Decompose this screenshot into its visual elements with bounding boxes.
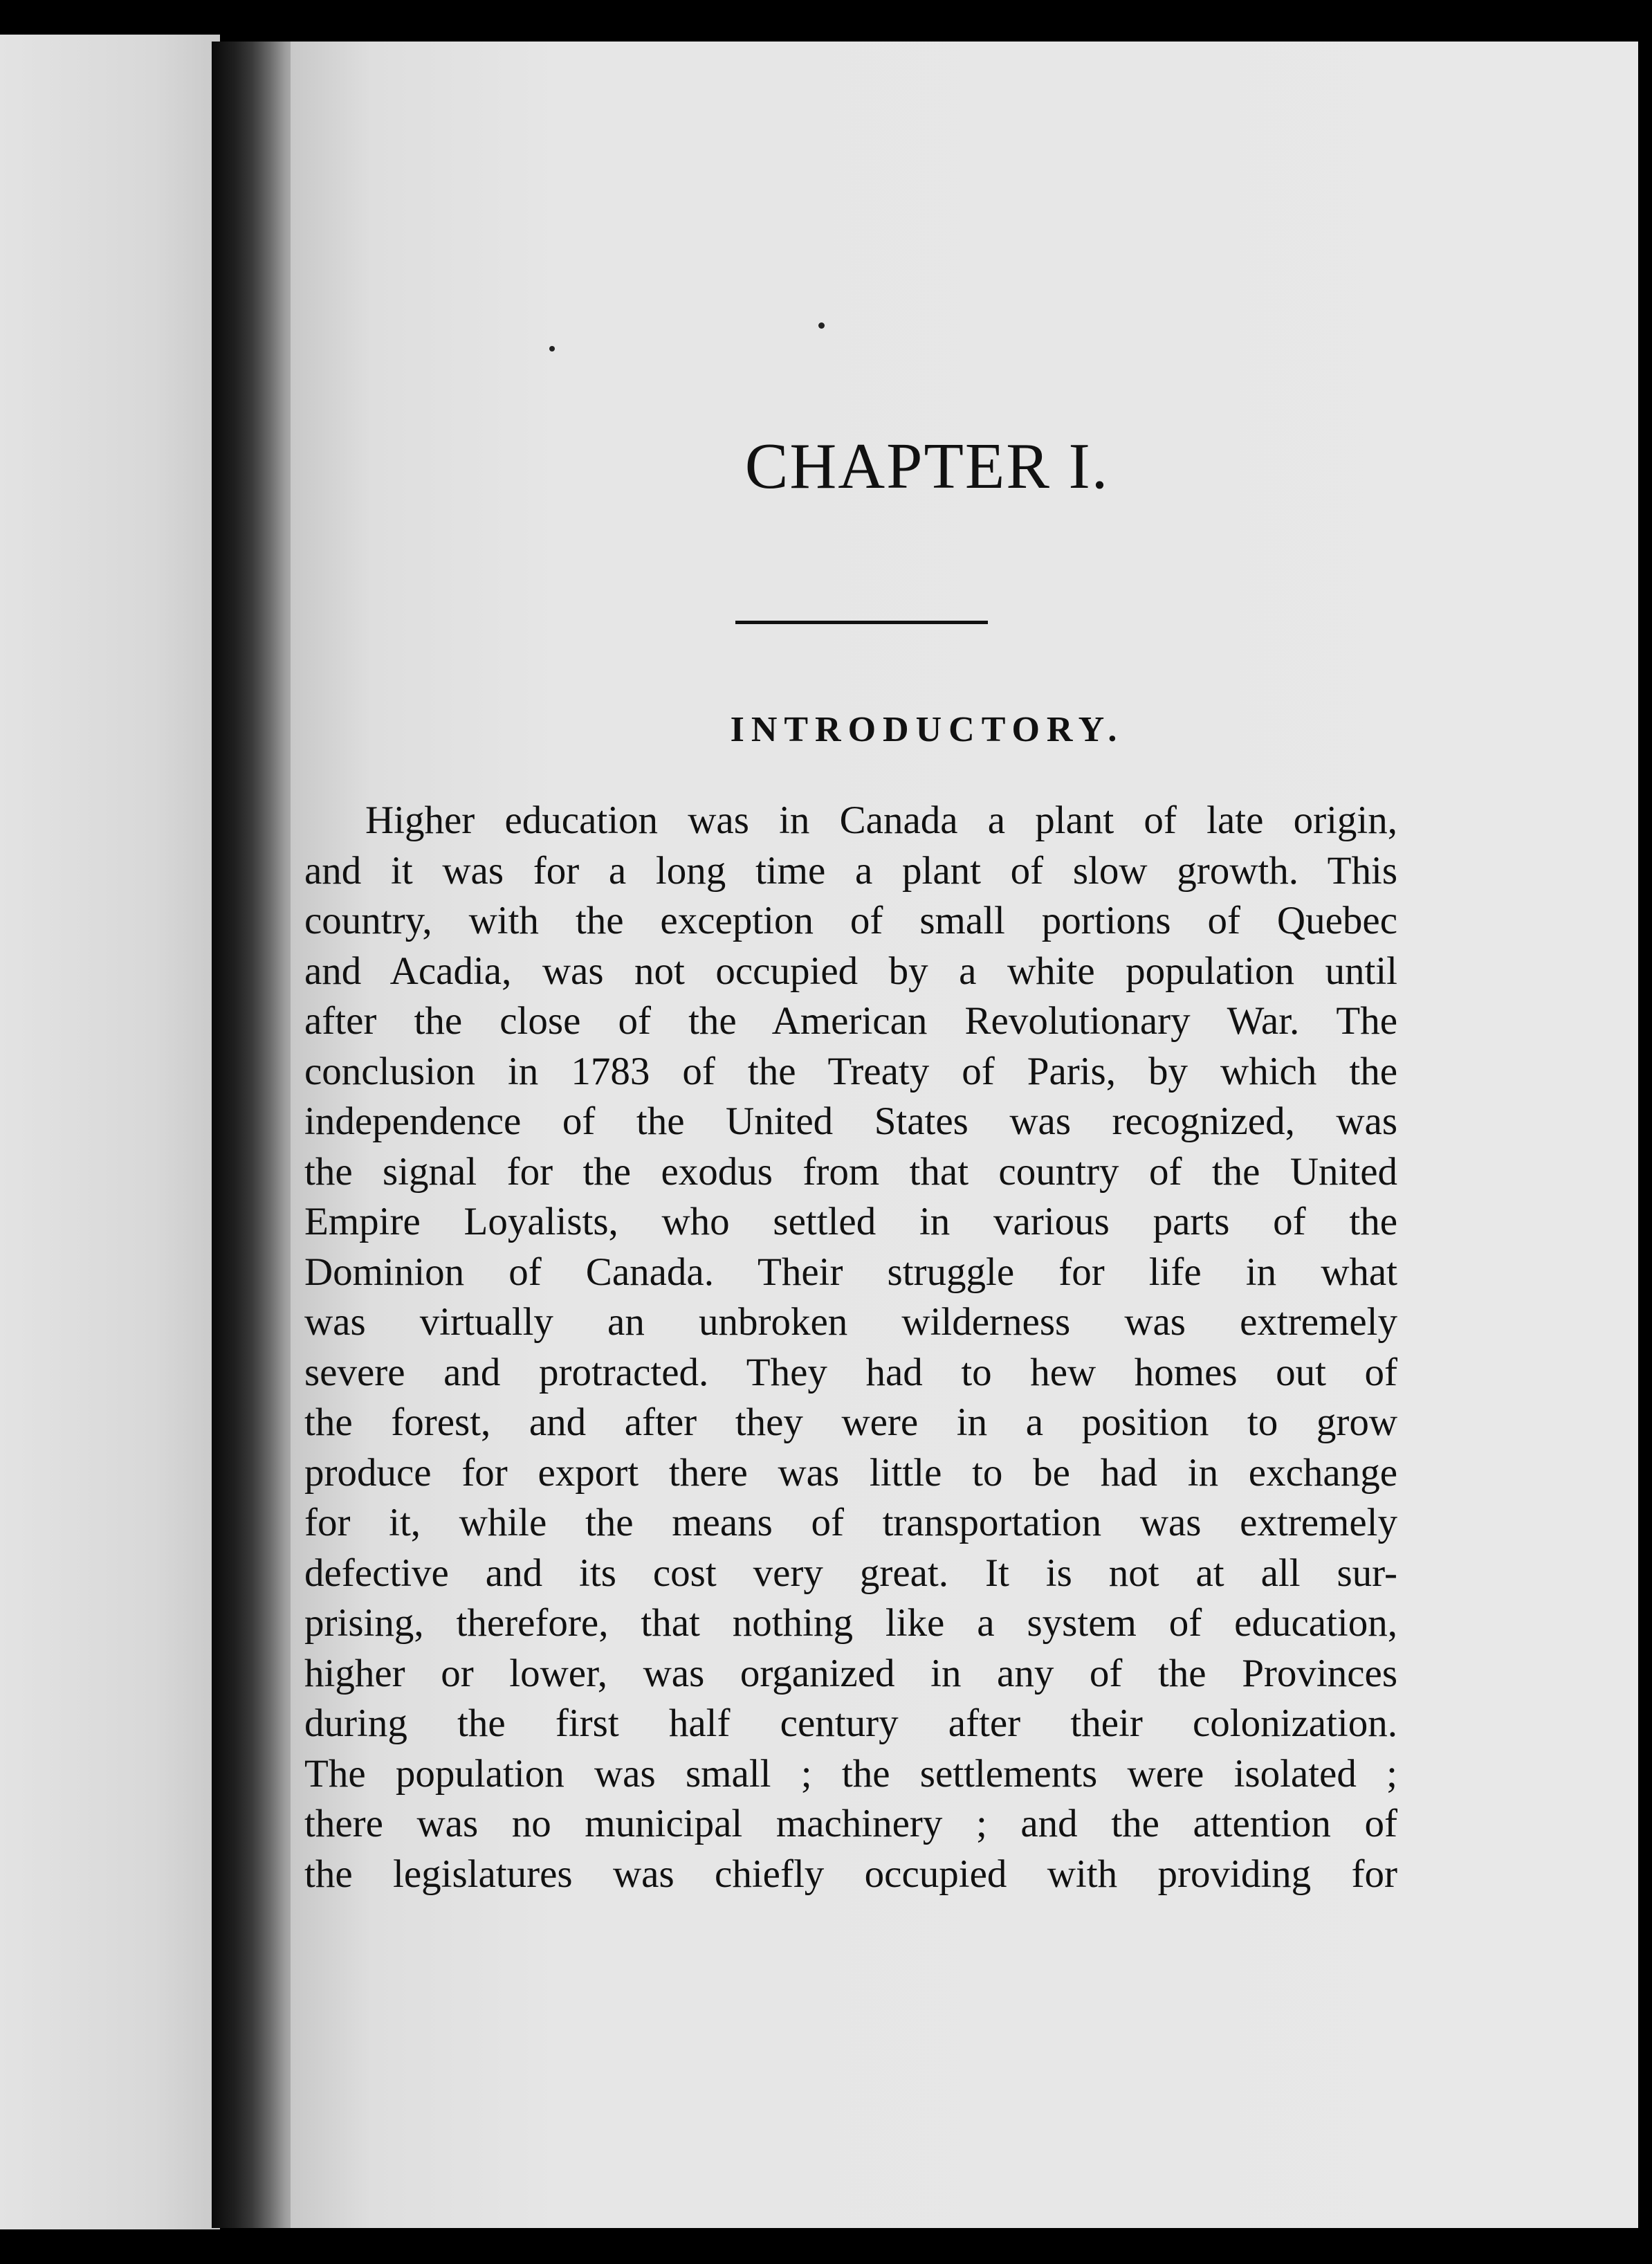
ink-speck	[818, 322, 825, 329]
heading-rule	[735, 621, 988, 624]
text-line: after the close of the American Revolutionary War. The	[304, 999, 1397, 1043]
text-line: severe and protracted. They had to hew homes out of	[304, 1350, 1397, 1394]
text-line: defective and its cost very great. It is not at all sur-	[304, 1551, 1397, 1595]
text-line: the forest, and after they were in a position to grow	[304, 1400, 1397, 1444]
ink-speck	[549, 346, 555, 352]
text-line: and Acadia, was not occupied by a white population until	[304, 949, 1397, 993]
chapter-heading: CHAPTER I.	[744, 430, 1110, 502]
book-gutter-shadow	[212, 42, 302, 2228]
text-line: higher or lower, was organized in any of the Provinces	[304, 1651, 1397, 1695]
text-line: Empire Loyalists, who settled in various parts of the	[304, 1200, 1397, 1243]
body-paragraph	[304, 796, 1397, 1899]
text-line: there was no municipal machinery ; and the attention of	[304, 1802, 1397, 1845]
text-line: country, with the exception of small portions of Quebec	[304, 899, 1397, 942]
text-line: during the first half century after their colonization.	[304, 1701, 1397, 1745]
text-line: prising, therefore, that nothing like a system of education,	[304, 1601, 1397, 1645]
text-line: for it, while the means of transportation was extremely	[304, 1501, 1397, 1544]
text-line: was virtually an unbroken wilderness was extremely	[304, 1300, 1397, 1344]
scan-bottom-border	[0, 2229, 1652, 2264]
text-line: the legislatures was chiefly occupied with providing for	[304, 1852, 1397, 1896]
text-line: conclusion in 1783 of the Treaty of Paris, by which the	[304, 1049, 1397, 1093]
text-line: produce for export there was little to be had in exchange	[304, 1450, 1397, 1495]
text-line: Higher education was in Canada a plant of late origin,	[365, 798, 1397, 842]
text-line: The population was small ; the settlements were isolated ;	[304, 1751, 1397, 1796]
previous-page-edge	[0, 35, 220, 2229]
text-line: Dominion of Canada. Their struggle for life in what	[304, 1250, 1397, 1294]
section-title: INTRODUCTORY.	[730, 710, 1124, 749]
text-line: and it was for a long time a plant of slow growth. This	[304, 848, 1397, 893]
text-line: independence of the United States was recognized, was	[304, 1099, 1397, 1143]
text-line: the signal for the exodus from that country of the United	[304, 1149, 1397, 1194]
